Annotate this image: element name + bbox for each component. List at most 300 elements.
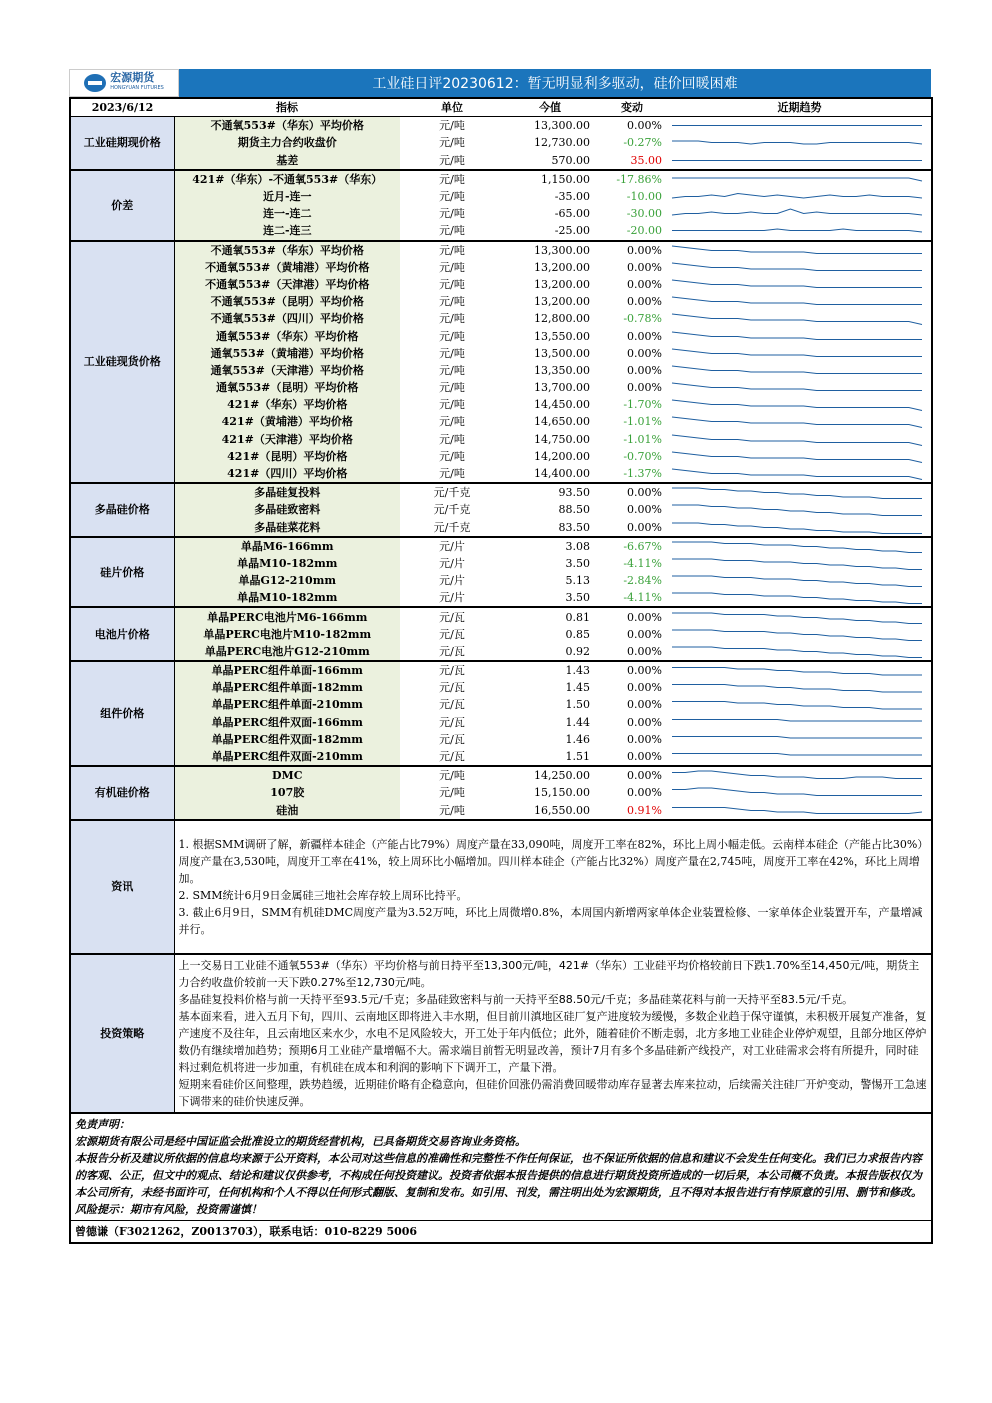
- change-cell: -10.00: [626, 190, 662, 204]
- sparkline-path: [672, 771, 922, 779]
- change-cell: 0.00%: [596, 748, 668, 766]
- unit-cell: 元/吨: [439, 119, 465, 133]
- indicator-name: 421#（昆明）平均价格: [174, 448, 400, 465]
- sparkline-path: [672, 630, 922, 641]
- sparkline-chart: [668, 714, 930, 731]
- sparkline-chart: [668, 171, 930, 188]
- table-row: [70, 117, 932, 135]
- indicator-name: 不通氧553#（天津港）平均价格: [174, 276, 400, 293]
- sparkline-path: [672, 685, 922, 693]
- table-row: [70, 222, 932, 240]
- change-cell: 0.00%: [627, 698, 662, 712]
- sparkline-path: [672, 280, 922, 288]
- sparkline-chart: [668, 188, 930, 205]
- sparkline-path: [672, 452, 922, 463]
- strategy-paragraph: 多晶硅复投料价格与前一天持平至93.5元/千克；多晶硅致密料与前一天持平至88.50元/千克；多晶硅菜花料与前一天持平至83.5元/千克。: [178, 992, 854, 1006]
- trend-sparkline: [668, 802, 932, 820]
- value-cell: 0.85: [565, 627, 590, 641]
- sparkline-path: [672, 523, 922, 534]
- unit-cell: 元/吨: [439, 260, 465, 274]
- value-cell: 14,200.00: [534, 449, 590, 463]
- sparkline-path: [672, 469, 922, 480]
- indicator-name: 单晶PERC组件双面-166mm: [174, 714, 400, 731]
- indicator-name: 单晶PERC电池片G12-210mm: [174, 643, 400, 661]
- value-cell: 93.50: [558, 486, 590, 500]
- change-cell: 0.00%: [627, 486, 662, 500]
- indicator-name: 421#（天津港）平均价格: [174, 431, 400, 448]
- sparkline-chart: [668, 748, 930, 765]
- value-cell: -25.00: [504, 222, 596, 240]
- category-label: 工业硅期现价格: [70, 117, 174, 170]
- sparkline-path: [672, 366, 922, 374]
- value-cell: 1.44: [565, 715, 590, 729]
- change-cell: 0.00%: [596, 519, 668, 537]
- value-cell: 14,750.00: [534, 432, 590, 446]
- trend-sparkline: [668, 396, 932, 413]
- indicator-name: 连一-连二: [174, 205, 400, 222]
- sparkline-chart: [668, 345, 930, 362]
- category-label: 组件价格: [70, 661, 174, 766]
- change-cell: 0.00%: [627, 243, 662, 257]
- sparkline-path: [672, 332, 922, 340]
- value-cell: 13,700.00: [534, 381, 590, 395]
- table-row: [70, 345, 932, 362]
- trend-sparkline: [668, 379, 932, 396]
- indicator-name: 不通氧553#（华东）平均价格: [174, 241, 400, 259]
- value-cell: 13,300.00: [534, 119, 590, 133]
- sparkline-path: [672, 647, 922, 658]
- indicator-name: 单晶PERC组件双面-210mm: [174, 748, 400, 766]
- value-cell: 13,550.00: [534, 329, 590, 343]
- table-row: [70, 431, 932, 448]
- sparkline-path: [672, 314, 922, 325]
- change-cell: 0.00%: [627, 363, 662, 377]
- value-cell: 88.50: [558, 503, 590, 517]
- indicator-name: 多晶硅致密料: [174, 501, 400, 518]
- table-row: [70, 152, 932, 170]
- value-cell: 0.92: [504, 643, 596, 661]
- value-cell: 14,450.00: [534, 398, 590, 412]
- indicator-name: 单晶PERC电池片M10-182mm: [174, 626, 400, 643]
- contact-row: [70, 1220, 932, 1243]
- indicator-name: 不通氧553#（华东）平均价格: [174, 117, 400, 135]
- table-row: [70, 537, 932, 555]
- indicator-name: 421#（华东）平均价格: [174, 396, 400, 413]
- table-row: [70, 555, 932, 572]
- unit-cell: 元/千克: [433, 503, 471, 517]
- unit-cell: 元/吨: [439, 243, 465, 257]
- strategy-category: 投资策略: [70, 954, 174, 1113]
- table-row: [70, 413, 932, 430]
- sparkline-chart: [668, 538, 930, 555]
- logo-subtext: HONGYUAN FUTURES: [110, 85, 164, 91]
- table-row: [70, 607, 932, 625]
- sparkline-path: [672, 349, 922, 357]
- unit-cell: 元/吨: [400, 802, 504, 820]
- sparkline-chart: [668, 519, 930, 536]
- trend-sparkline: [668, 345, 932, 362]
- value-cell: 1.46: [565, 732, 590, 746]
- sparkline-chart: [668, 679, 930, 696]
- value-cell: 13,200.00: [534, 260, 590, 274]
- sparkline-path: [672, 178, 922, 181]
- unit-cell: 元/千克: [400, 519, 504, 537]
- trend-sparkline: [668, 572, 932, 589]
- unit-cell: 元/吨: [439, 295, 465, 309]
- sparkline-path: [672, 593, 922, 604]
- trend-sparkline: [668, 714, 932, 731]
- trend-sparkline: [668, 589, 932, 607]
- change-cell: -0.27%: [623, 136, 662, 150]
- table-row: [70, 766, 932, 784]
- unit-cell: 元/片: [439, 556, 465, 570]
- value-cell: -65.00: [554, 207, 590, 221]
- unit-cell: 元/瓦: [439, 715, 465, 729]
- unit-cell: 元/片: [400, 589, 504, 607]
- trend-sparkline: [668, 293, 932, 310]
- sparkline-path: [672, 736, 922, 738]
- indicator-name: 单晶PERC组件单面-166mm: [174, 661, 400, 679]
- change-cell: 0.00%: [627, 503, 662, 517]
- table-row: [70, 396, 932, 413]
- trend-sparkline: [668, 661, 932, 679]
- value-cell: 3.50: [504, 589, 596, 607]
- change-cell: 0.00%: [627, 119, 662, 133]
- table-row: [70, 643, 932, 661]
- unit-cell: 元/吨: [439, 329, 465, 343]
- change-cell: 0.00%: [627, 260, 662, 274]
- indicator-name: 单晶M6-166mm: [174, 537, 400, 555]
- sparkline-chart: [668, 205, 930, 222]
- value-cell: 14,650.00: [534, 415, 590, 429]
- indicator-name: DMC: [174, 766, 400, 784]
- table-row: [70, 276, 932, 293]
- change-cell: 0.00%: [627, 346, 662, 360]
- trend-sparkline: [668, 519, 932, 537]
- table-row: [70, 501, 932, 518]
- value-cell: 13,200.00: [534, 277, 590, 291]
- table-header-row: [70, 98, 932, 117]
- change-cell: 0.00%: [627, 681, 662, 695]
- strategy-paragraph: 基本面来看，进入五月下旬，四川、云南地区即将进入丰水期，但目前川滇地区硅厂复产进度较为缓慢，多数企业趋于保守谨慎，未积极开展复产准备，复产速度不及往年，且云南地区来水少，水电不足风险较大，开工处于年内低位；此外，随着硅价不断走弱，北方多地工业硅企业停炉观望，且部分地区停炉数仍有继续增加趋势；预期6月工业硅产量增幅不大。需求端目前暂无明显改善，预计7月有多个多晶硅新产线投产，对工业硅需求会将有所提升，同时硅料过剩危机将进一步加重，有机硅在成本和利润的影响下下调开工，产量下滑。: [178, 1009, 927, 1074]
- logo-text: 宏源期货: [110, 71, 155, 84]
- trend-sparkline: [668, 643, 932, 661]
- change-cell: 0.91%: [596, 802, 668, 820]
- trend-sparkline: [668, 431, 932, 448]
- disclaimer-title: 免责声明：: [75, 1117, 130, 1131]
- unit-cell: 元/瓦: [400, 748, 504, 766]
- trend-sparkline: [668, 413, 932, 430]
- trend-sparkline: [668, 222, 932, 240]
- trend-sparkline: [668, 241, 932, 259]
- change-cell: -0.70%: [623, 449, 662, 463]
- sparkline-path: [672, 209, 922, 215]
- value-cell: 13,300.00: [534, 243, 590, 257]
- sparkline-chart: [668, 431, 930, 448]
- report-page: [69, 69, 931, 1244]
- indicator-name: 不通氧553#（四川）平均价格: [174, 310, 400, 327]
- trend-sparkline: [668, 170, 932, 188]
- sparkline-path: [672, 702, 922, 710]
- sparkline-chart: [668, 396, 930, 413]
- indicator-name: 不通氧553#（黄埔港）平均价格: [174, 259, 400, 276]
- trend-sparkline: [668, 696, 932, 713]
- indicator-name: 期货主力合约收盘价: [174, 134, 400, 151]
- trend-sparkline: [668, 134, 932, 151]
- unit-cell: 元/吨: [439, 346, 465, 360]
- value-cell: 570.00: [504, 152, 596, 170]
- sparkline-path: [672, 246, 922, 254]
- sparkline-chart: [668, 362, 930, 379]
- trend-sparkline: [668, 784, 932, 801]
- indicator-name: 不通氧553#（昆明）平均价格: [174, 293, 400, 310]
- change-cell: 0.00%: [596, 643, 668, 661]
- disclaimer-row: [70, 1113, 932, 1221]
- sparkline-path: [672, 417, 922, 428]
- sparkline-chart: [668, 293, 930, 310]
- table-row: [70, 572, 932, 589]
- report-header: [69, 69, 931, 97]
- indicator-name: 连二-连三: [174, 222, 400, 240]
- change-cell: 35.00: [596, 152, 668, 170]
- table-row: [70, 589, 932, 607]
- disclaimer-body: [70, 1113, 932, 1221]
- sparkline-path: [672, 263, 922, 271]
- unit-cell: 元/瓦: [439, 698, 465, 712]
- value-header: 今值: [504, 98, 596, 117]
- sparkline-chart: [668, 572, 930, 589]
- trend-sparkline: [668, 362, 932, 379]
- change-cell: -6.67%: [623, 539, 662, 553]
- indicator-name: 421#（黄埔港）平均价格: [174, 413, 400, 430]
- news-item: 3. 截止6月9日，SMM有机硅DMC周度产量为3.52万吨，环比上周微增0.8%，本周国内新增两家单体企业装置检修、一家单体企业装置开车，产量增减并行。: [178, 905, 923, 936]
- company-logo: [69, 69, 179, 97]
- unit-cell: 元/吨: [439, 277, 465, 291]
- indicator-name: 单晶PERC组件双面-182mm: [174, 731, 400, 748]
- category-label: 工业硅现货价格: [70, 241, 174, 484]
- table-row: [70, 379, 932, 396]
- sparkline-path: [672, 141, 922, 144]
- value-cell: 1.45: [565, 681, 590, 695]
- value-cell: 12,800.00: [534, 312, 590, 326]
- change-cell: 0.00%: [627, 627, 662, 641]
- sparkline-path: [672, 576, 922, 587]
- indicator-name: 通氧553#（天津港）平均价格: [174, 362, 400, 379]
- unit-cell: 元/吨: [400, 222, 504, 240]
- unit-cell: 元/吨: [439, 172, 465, 186]
- value-cell: -35.00: [554, 190, 590, 204]
- change-cell: -20.00: [596, 222, 668, 240]
- category-label: 价差: [70, 170, 174, 241]
- change-cell: 0.00%: [627, 277, 662, 291]
- trend-sparkline: [668, 679, 932, 696]
- unit-cell: 元/瓦: [400, 643, 504, 661]
- sparkline-chart: [668, 643, 930, 660]
- value-cell: 1.51: [504, 748, 596, 766]
- trend-sparkline: [668, 259, 932, 276]
- unit-cell: 元/瓦: [439, 681, 465, 695]
- table-row: [70, 784, 932, 801]
- sparkline-path: [672, 229, 922, 232]
- table-row: [70, 170, 932, 188]
- sparkline-chart: [668, 134, 930, 151]
- change-cell: 0.00%: [627, 381, 662, 395]
- value-cell: 0.81: [565, 610, 590, 624]
- change-cell: 0.00%: [627, 715, 662, 729]
- change-header: 变动: [596, 98, 668, 117]
- sparkline-chart: [668, 609, 930, 626]
- unit-cell: 元/瓦: [439, 610, 465, 624]
- unit-cell: 元/吨: [439, 190, 465, 204]
- value-cell: 1.50: [565, 698, 590, 712]
- news-body: [174, 820, 932, 954]
- logo-icon: [84, 74, 106, 92]
- table-row: [70, 205, 932, 222]
- unit-cell: 元/吨: [439, 136, 465, 150]
- change-cell: 0.00%: [627, 295, 662, 309]
- change-cell: 0.00%: [627, 664, 662, 678]
- change-cell: -2.84%: [623, 574, 662, 588]
- table-row: [70, 448, 932, 465]
- unit-cell: 元/瓦: [439, 664, 465, 678]
- data-table: [69, 97, 933, 1244]
- unit-cell: 元/吨: [439, 381, 465, 395]
- trend-sparkline: [668, 327, 932, 344]
- indicator-name: 单晶M10-182mm: [174, 589, 400, 607]
- value-cell: 14,400.00: [504, 465, 596, 483]
- value-cell: 13,350.00: [534, 363, 590, 377]
- indicator-name: 单晶G12-210mm: [174, 572, 400, 589]
- table-row: [70, 679, 932, 696]
- table-row: [70, 626, 932, 643]
- value-cell: 1,150.00: [541, 172, 590, 186]
- category-label: 硅片价格: [70, 537, 174, 608]
- sparkline-path: [672, 807, 922, 813]
- unit-cell: 元/片: [439, 574, 465, 588]
- trend-sparkline: [668, 152, 932, 170]
- unit-cell: 元/吨: [439, 363, 465, 377]
- indicator-name: 单晶PERC组件单面-182mm: [174, 679, 400, 696]
- table-row: [70, 293, 932, 310]
- table-row: [70, 519, 932, 537]
- trend-sparkline: [668, 537, 932, 555]
- value-cell: 12,730.00: [534, 136, 590, 150]
- table-row: [70, 696, 932, 713]
- sparkline-chart: [668, 555, 930, 572]
- unit-cell: 元/吨: [439, 786, 465, 800]
- change-cell: -4.11%: [623, 556, 662, 570]
- news-item: 1. 根据SMM调研了解，新疆样本硅企（产能占比79%）周度产量在33,090吨，周度开工率在82%，环比上周小幅走低。云南样本硅企（产能占比30%）周度产量在3,530吨，周度开工率在41%，较上周环比小幅增加。四川样本硅企（产能占比32%）周度产量在2,745吨，周度开工率在42%，环比上周增加。: [178, 837, 923, 885]
- table-row: [70, 465, 932, 483]
- trend-sparkline: [668, 766, 932, 784]
- change-cell: -17.86%: [616, 172, 662, 186]
- table-row: [70, 802, 932, 820]
- unit-cell: 元/吨: [439, 207, 465, 221]
- sparkline-chart: [668, 222, 930, 239]
- sparkline-chart: [668, 662, 930, 679]
- change-cell: -1.70%: [623, 398, 662, 412]
- trend-sparkline: [668, 188, 932, 205]
- sparkline-chart: [668, 465, 930, 482]
- sparkline-path: [672, 542, 922, 553]
- indicator-header: 指标: [174, 98, 400, 117]
- sparkline-path: [672, 383, 922, 391]
- value-cell: 13,500.00: [534, 346, 590, 360]
- trend-sparkline: [668, 483, 932, 501]
- change-cell: -0.78%: [623, 312, 662, 326]
- indicator-name: 多晶硅菜花料: [174, 519, 400, 537]
- sparkline-chart: [668, 501, 930, 518]
- sparkline-chart: [668, 589, 930, 606]
- sparkline-path: [672, 435, 922, 446]
- change-cell: -30.00: [626, 207, 662, 221]
- sparkline-path: [672, 754, 922, 756]
- sparkline-path: [672, 194, 922, 199]
- value-cell: 15,150.00: [534, 786, 590, 800]
- strategy-paragraph: 短期来看硅价区间整理，跌势趋缓，近期硅价略有企稳意向，但硅价回涨仍需消费回暖带动库存显著去库来拉动，后续需关注硅厂开炉变动，警惕开工急速下调带来的硅价快速反弹。: [178, 1077, 927, 1108]
- trend-sparkline: [668, 731, 932, 748]
- table-row: [70, 714, 932, 731]
- table-row: [70, 327, 932, 344]
- sparkline-path: [672, 668, 922, 676]
- table-row: [70, 748, 932, 766]
- trend-sparkline: [668, 205, 932, 222]
- indicator-name: 单晶M10-182mm: [174, 555, 400, 572]
- table-row: [70, 241, 932, 259]
- unit-cell: 元/吨: [439, 769, 465, 783]
- trend-sparkline: [668, 276, 932, 293]
- sparkline-chart: [668, 784, 930, 801]
- sparkline-chart: [668, 767, 930, 784]
- strategy-row: [70, 954, 932, 1113]
- value-cell: 3.50: [565, 556, 590, 570]
- analyst-contact: 曾德谦（F3021262，Z0013703），联系电话：010-8229 5006: [75, 1224, 418, 1238]
- trend-sparkline: [668, 626, 932, 643]
- trend-sparkline: [668, 555, 932, 572]
- sparkline-chart: [668, 276, 930, 293]
- trend-sparkline: [668, 310, 932, 327]
- strategy-paragraph: 上一交易日工业硅不通氧553#（华东）平均价格与前日持平至13,300元/吨，421#（华东）工业硅平均价格较前日下跌1.70%至14,450元/吨，期货主力合约收盘价较前一天下跌0.27%至12,730元/吨。: [178, 958, 920, 989]
- unit-cell: 元/吨: [439, 398, 465, 412]
- unit-cell: 元/片: [439, 539, 465, 553]
- risk-warning: 风险提示：期市有风险，投资需谨慎！: [75, 1202, 262, 1216]
- sparkline-chart: [668, 310, 930, 327]
- trend-header: 近期趋势: [668, 98, 932, 117]
- indicator-name: 421#（四川）平均价格: [174, 465, 400, 483]
- change-cell: 0.00%: [627, 732, 662, 746]
- value-cell: 5.13: [565, 574, 590, 588]
- unit-header: 单位: [400, 98, 504, 117]
- sparkline-chart: [668, 152, 930, 169]
- sparkline-chart: [668, 802, 930, 819]
- sparkline-chart: [668, 117, 930, 134]
- change-cell: 0.00%: [627, 610, 662, 624]
- sparkline-chart: [668, 696, 930, 713]
- indicator-name: 近月-连一: [174, 188, 400, 205]
- trend-sparkline: [668, 501, 932, 518]
- trend-sparkline: [668, 117, 932, 135]
- unit-cell: 元/瓦: [439, 627, 465, 641]
- change-cell: 0.00%: [627, 786, 662, 800]
- indicator-name: 通氧553#（黄埔港）平均价格: [174, 345, 400, 362]
- trend-sparkline: [668, 607, 932, 625]
- news-category: 资讯: [70, 820, 174, 954]
- category-label: 多晶硅价格: [70, 483, 174, 537]
- sparkline-chart: [668, 413, 930, 430]
- indicator-name: 单晶PERC电池片M6-166mm: [174, 607, 400, 625]
- category-label: 有机硅价格: [70, 766, 174, 820]
- indicator-name: 多晶硅复投料: [174, 483, 400, 501]
